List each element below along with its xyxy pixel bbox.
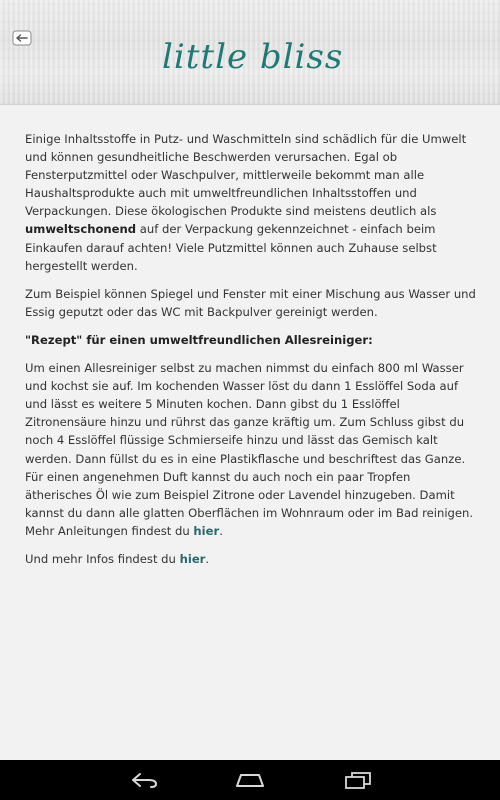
paragraph-more-info-end: .	[205, 551, 210, 566]
nav-back-icon	[129, 771, 159, 789]
paragraph-recipe	[25, 359, 477, 540]
paragraph-more-info	[25, 550, 477, 568]
nav-home-icon	[234, 772, 266, 788]
nav-recents-button[interactable]	[342, 770, 374, 790]
article-content	[25, 130, 477, 578]
keyword-umweltschonend: umweltschonend	[25, 222, 137, 237]
paragraph-intro	[25, 130, 477, 275]
logo-text: little bliss	[162, 37, 342, 77]
paragraph-scent-end: .	[219, 523, 223, 538]
nav-recents-icon	[343, 771, 373, 789]
paragraph-more-info-text: Und mehr Infos findest du	[25, 551, 180, 566]
system-nav-bar	[0, 760, 500, 800]
back-arrow-icon	[12, 30, 32, 46]
paragraph-example: Zum Beispiel können Spiegel und Fenster mit einer Mischung aus Wasser und Essig geputzt oder das WC mit Backpulver gereinigt werden.	[25, 286, 476, 319]
paragraph-intro-text-a: Einige Inhaltsstoffe in Putz- und Waschmitteln sind schädlich für die Umwelt und können gesundheitliche Beschwerden verursachen. Egal ob Fensterputzmittel oder Waschpulver, mittlerweile bekommt man alle Haushaltsprodukte auch mit umweltfreundlichen Inhaltsstoffen und Verpackungen. Diese ökologischen Produkte sind meistens deutlich als	[25, 132, 467, 219]
header-bar	[0, 0, 500, 105]
more-info-link[interactable]: hier	[179, 551, 206, 566]
nav-home-button[interactable]	[234, 770, 266, 790]
nav-back-button[interactable]	[128, 770, 160, 790]
little-bliss-logo	[162, 30, 342, 90]
recipe-heading-text: "Rezept" für einen umweltfreundlichen Allesreiniger:	[25, 332, 373, 347]
app-logo	[162, 30, 342, 90]
recipe-heading	[25, 331, 477, 349]
more-instructions-link[interactable]: hier	[193, 523, 220, 538]
paragraph-scent-text: Für einen angenehmen Duft kannst du auch noch ein paar Tropfen ätherisches Öl wie zum Beispiel Zitrone oder Lavendel hinzugeben. Damit kannst du dann alle glatten Oberflächen im Wohnraum oder im Bad reinigen. Mehr Anleitungen findest du	[25, 469, 474, 538]
back-button[interactable]	[11, 28, 33, 47]
paragraph-recipe-text: Um einen Allesreiniger selbst zu machen nimmst du einfach 800 ml Wasser und kochst sie auf. Im kochenden Wasser löst du dann 1 Esslöffel Soda auf und lässt es weitere 5 Minuten kochen. Dann gibst du 1 Esslöffel Zitronensäure hinzu und rührst das ganze kräftig um. Zum Schluss gibst du noch 4 Esslöffel flüssige Schmierseife hinzu und lässt das Gemisch kalt werden. Dann füllst du es in eine Plastikflasche und beschriftest das Ganze.	[25, 361, 466, 466]
paragraph-intro-text-b: auf der Verpackung gekennzeichnet - einfach beim Einkaufen darauf achten! Viele Putzmittel können auch Zuhause selbst hergestellt werden.	[25, 222, 437, 273]
